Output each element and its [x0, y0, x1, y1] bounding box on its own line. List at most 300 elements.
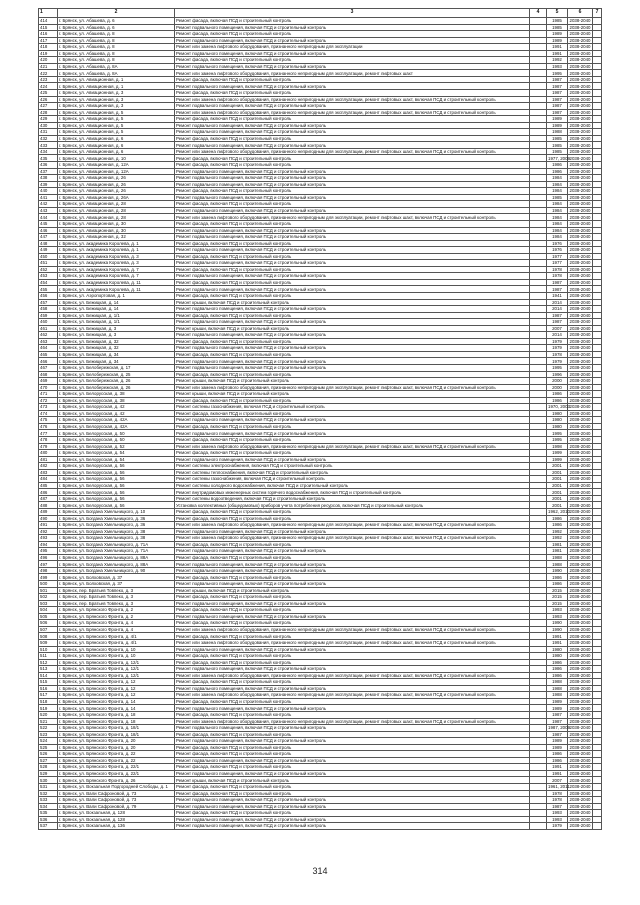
row-number: 510 — [39, 646, 58, 653]
row-number: 463 — [39, 338, 58, 345]
year-cell: 1986 — [547, 751, 568, 758]
period-cell: 2038-2040 — [569, 744, 591, 750]
address-cell: г. Брянск, ул. Брянского Фронта, д. 4 — [58, 620, 175, 627]
work-type-cell: Ремонт или замена лифтового оборудования, признанного непригодным для эксплуатации, ремонт лифтовых шахт, включая ПСД и строительный контроль — [175, 96, 530, 103]
address-cell: г. Брянск, ул. Богдана Хмельницкого, д. 71А — [58, 541, 175, 548]
row-number: 469 — [39, 378, 58, 385]
year-cell: 2001 — [547, 495, 568, 502]
period-cell: 2038-2040 — [569, 469, 591, 475]
period-cell: 2038-2040 — [569, 522, 591, 528]
work-type-cell: Ремонт подвального помещения, включая ПСД и строительный контроль — [175, 260, 530, 267]
address-cell: г. Брянск, ул. Брянского Фронта, д. 12/1 — [58, 666, 175, 673]
period-cell: 2038-2040 — [569, 600, 591, 606]
period-cell: 2038-2040 — [569, 371, 591, 377]
period-cell: 2038-2040 — [569, 679, 591, 685]
period-cell: 2038-2040 — [569, 489, 591, 495]
row-number: 520 — [39, 711, 58, 718]
address-cell: г. Брянск, ул. Абашева, д. 6 — [58, 24, 175, 31]
address-cell: г. Брянск, ул. Брянского Фронта, д. 2 — [58, 607, 175, 614]
row-number: 433 — [39, 142, 58, 149]
period-cell: 2038-2040 — [569, 31, 591, 37]
row-number: 494 — [39, 541, 58, 548]
work-type-cell: Ремонт подвального помещения, включая ПСД и строительный контроль — [175, 725, 530, 732]
period-cell: 2038-2040 — [569, 162, 591, 168]
work-type-cell: Ремонт фасада, включая ПСД и строительный контроль — [175, 31, 530, 38]
address-cell: г. Брянск, ул. Авиационная, д. 6 — [58, 148, 175, 155]
empty-cell — [593, 823, 602, 830]
period-cell: 2038-2040 — [569, 633, 591, 639]
year-cell: 1989 — [547, 31, 568, 38]
period-cell: 2038-2040 — [569, 109, 591, 115]
work-type-cell: Ремонт подвального помещения, включая ПСД и строительный контроль — [175, 417, 530, 424]
work-type-cell: Ремонт фасада, включая ПСД и строительный контроль — [175, 653, 530, 660]
address-cell: г. Брянск, ул. Белорусская, д. 56 — [58, 463, 175, 470]
year-cell: 1993 — [547, 613, 568, 620]
period-cell: 2038-2040 — [569, 620, 591, 626]
row-number: 530 — [39, 777, 58, 784]
period-cell: 2038-2040 — [569, 358, 591, 364]
period-cell: 2038-2040 — [569, 515, 591, 521]
row-number: 534 — [39, 803, 58, 810]
period-cell: 2038-2040 — [569, 685, 591, 691]
year-cell: 1984 — [547, 201, 568, 208]
period-cell: 2038-2040 — [569, 404, 591, 410]
year-cell: 2001 — [547, 463, 568, 470]
work-type-cell: Установка коллективных (общедомовых) приборов учета потребления ресурсов, включая ПСД и строительный контроль — [175, 502, 530, 509]
address-cell: г. Брянск, ул. Белорусская, д. 56 — [58, 489, 175, 496]
period-cell: 2038-2040 — [569, 240, 591, 246]
period-cell: 2038-2040 — [569, 803, 591, 809]
address-cell: г. Брянск, ул. Брянского Фронта, д. 10 — [58, 646, 175, 653]
year-cell: 1961, 2011 — [548, 784, 570, 790]
address-cell: г. Брянск, ул. Белобережская, д. 26 — [58, 384, 175, 391]
year-cell: 1986 — [547, 397, 568, 404]
year-cell: 2014 — [547, 299, 568, 306]
period-cell: 2038-2040 — [569, 319, 591, 325]
year-cell: 1992 — [547, 535, 568, 542]
address-cell: г. Брянск, ул. Бежицкая, д. 1/1 — [58, 319, 175, 326]
work-type-cell: Ремонт фасада, включая ПСД и строительный контроль — [175, 450, 530, 457]
year-cell: 1995 — [547, 430, 568, 437]
period-cell: 2038-2040 — [569, 70, 591, 76]
document-sheet — [38, 8, 599, 830]
row-number: 503 — [39, 600, 58, 607]
address-cell: г. Брянск, ул. Вокзальная Подгородней Слободы, д. 1 — [58, 783, 175, 790]
address-cell: г. Брянск, ул. Вокзальная, д. 136 — [58, 823, 175, 830]
row-number: 440 — [39, 188, 58, 195]
work-type-cell: Ремонт подвального помещения, включая ПСД и строительный контроль — [175, 358, 530, 365]
period-cell: 2038-2040 — [569, 666, 591, 672]
work-type-cell: Ремонт крыши, включая ПСД и строительный контроль — [175, 299, 530, 306]
work-type-cell: Ремонт или замена лифтового оборудования, признанного непригодным для эксплуатации, ремонт лифтовых шахт, включая ПСД и строительный контроль — [175, 692, 530, 699]
year-cell: 1992 — [547, 528, 568, 535]
year-cell: 1979 — [547, 823, 568, 830]
address-cell: г. Брянск, ул. Авиационная, д. 26 — [58, 175, 175, 182]
row-number: 505 — [39, 613, 58, 620]
period-cell: 2038-2040 — [569, 699, 591, 704]
work-type-cell: Ремонт подвального помещения, включая ПСД и строительный контроль — [175, 234, 530, 241]
work-type-cell: Ремонт фасада, включая ПСД и строительный контроль — [175, 541, 530, 548]
period-cell: 2038-2040 — [569, 260, 591, 266]
address-cell: г. Брянск, ул. Брянского Фронта, д. 4/1 — [58, 633, 175, 640]
work-type-cell: Ремонт фасада, включая ПСД и строительный контроль — [175, 744, 530, 751]
address-cell: г. Брянск, ул. Абашева, д. 8 — [58, 31, 175, 38]
row-number: 500 — [39, 581, 58, 588]
period-cell: 2038-2040 — [569, 757, 591, 763]
work-type-cell: Ремонт фасада, включая ПСД и строительный контроль — [175, 574, 530, 581]
work-type-cell: Ремонт фасада, включая ПСД и строительный контроль — [175, 292, 530, 299]
year-cell: 1992 — [547, 57, 568, 64]
address-cell: г. Брянск, ул. Белобережская, д. 25 — [58, 371, 175, 378]
address-cell: г. Брянск, ул. Белорусская, д. 56 — [58, 476, 175, 483]
year-cell: 1987 — [547, 109, 568, 116]
year-cell: 1977, 2009 — [548, 155, 570, 161]
address-cell: г. Брянск, ул. Авиационная, д. 6 — [58, 135, 175, 142]
period-cell: 2038-2040 — [569, 692, 591, 698]
address-cell: г. Брянск, ул. Белорусская, д. 52 — [58, 443, 175, 450]
address-cell: г. Брянск, ул. Абашева, д. 8А — [58, 70, 175, 77]
year-cell: 1988 — [547, 554, 568, 561]
work-type-cell: Ремонт или замена лифтового оборудования, признанного непригодным для эксплуатации, ремонт лифтовых шахт, включая ПСД и строительный контроль — [175, 535, 530, 542]
row-number: 437 — [39, 168, 58, 175]
work-type-cell: Ремонт подвального помещения, включая ПСД и строительный контроль — [175, 685, 530, 692]
period-cell: 2038-2040 — [569, 266, 591, 272]
year-cell: 1978 — [547, 273, 568, 280]
address-cell: г. Брянск, ул. Брянского Фронта, д. 12 — [58, 692, 175, 699]
year-cell: 1984 — [547, 181, 568, 188]
row-number: 466 — [39, 358, 58, 365]
period-cell: 2038-2040 — [569, 247, 591, 253]
period-cell: 2038-2040 — [569, 659, 591, 665]
row-number: 426 — [39, 96, 58, 103]
address-cell: г. Брянск, ул. Брянского Фронта, д. 12/1 — [58, 672, 175, 679]
work-type-cell: Ремонт подвального помещения, включая ПСД и строительный контроль — [175, 613, 530, 620]
year-cell: 1987 — [547, 312, 568, 319]
year-cell: 1985 — [547, 142, 568, 149]
work-type-cell: Ремонт или замена лифтового оборудования, признанного непригодным для эксплуатации, ремонт лифтовых шахт, включая ПСД и строительный контроль — [175, 109, 530, 116]
row-number: 470 — [39, 384, 58, 391]
year-cell: 1977 — [547, 260, 568, 267]
period-cell: 2038-2040 — [569, 214, 591, 220]
period-cell: 2038-2040 — [569, 221, 591, 227]
row-number: 417 — [39, 37, 58, 44]
address-cell: г. Брянск, ул. Авиационная, д. 1 — [58, 76, 175, 83]
period-cell: 2038-2040 — [569, 391, 591, 397]
row-number: 476 — [39, 423, 58, 430]
address-cell: г. Брянск, пер. Братьев Товпеко, д. 3 — [58, 587, 175, 594]
work-type-cell: Ремонт фасада, включая ПСД и строительный контроль — [175, 607, 530, 614]
work-type-cell: Ремонт подвального помещения, включая ПСД и строительный контроль — [175, 286, 530, 293]
address-cell: г. Брянск, ул. Авиационная, д. 28 — [58, 207, 175, 214]
work-type-cell: Ремонт подвального помещения, включая ПСД и строительный контроль — [175, 600, 530, 607]
work-type-cell: Ремонт или замена лифтового оборудования, признанного непригодным для эксплуатации, ремонт лифтовых шахт, включая ПСД и строительный контроль — [175, 718, 530, 725]
address-cell: г. Брянск, ул. Авиационная, д. 12А — [58, 168, 175, 175]
period-cell: 2038-2040 — [569, 50, 591, 56]
work-type-cell: Ремонт подвального помещения, включая ПСД и строительный контроль — [175, 168, 530, 175]
year-cell: 1987 — [547, 96, 568, 103]
year-cell: 1978 — [547, 351, 568, 358]
address-cell: г. Брянск, ул. Богдана Хмельницкого, д. 90 — [58, 567, 175, 574]
address-cell: г. Брянск, ул. Бежицкая, д. 1/1 — [58, 312, 175, 319]
column-header-6: 6 — [568, 9, 593, 18]
work-type-cell: Ремонт или замена лифтового оборудования, признанного непригодным для эксплуатации, ремонт лифтовых шахт, включая ПСД и строительный контроль — [175, 443, 530, 450]
address-cell: г. Брянск, ул. Авиационная, д. 32 — [58, 234, 175, 241]
period-cell: 2038-2040 — [569, 607, 591, 613]
column-header-7: 7 — [593, 9, 602, 18]
period-cell: 2038-2040 — [569, 725, 591, 731]
work-type-cell: Ремонт подвального помещения, включая ПСД и строительный контроль — [175, 816, 530, 823]
work-type-cell: Ремонт фасада, включая ПСД и строительный контроль — [175, 351, 530, 358]
year-cell: 1989 — [547, 698, 568, 705]
work-type-cell: Ремонт фасада, включая ПСД и строительный контроль — [175, 116, 530, 123]
row-number: 427 — [39, 103, 58, 110]
address-cell: г. Брянск, ул. Бежицкая, д. 14 — [58, 299, 175, 306]
address-cell: г. Брянск, ул. академика Королева, д. 7 — [58, 266, 175, 273]
address-cell: г. Брянск, ул. Богдана Хмельницкого, д. 88А — [58, 561, 175, 568]
work-type-cell: Ремонт фасада, включая ПСД и строительный контроль — [175, 18, 530, 25]
work-type-cell: Ремонт подвального помещения, включая ПСД и строительный контроль — [175, 63, 530, 70]
work-type-cell: Ремонт фасада, включая ПСД и строительный контроль — [175, 620, 530, 627]
year-cell: 1988 — [547, 679, 568, 686]
address-cell: г. Брянск, ул. Вали Сафроновой, д. 73 — [58, 790, 175, 797]
address-cell: г. Брянск, ул. Белорусская, д. 54 — [58, 456, 175, 463]
row-number: 429 — [39, 116, 58, 123]
work-type-cell: Ремонт подвального помещения, включая ПСД и строительный контроль — [175, 770, 530, 777]
work-type-cell: Ремонт крыши, включая ПСД и строительный контроль — [175, 391, 530, 398]
row-number: 487 — [39, 495, 58, 502]
year-cell: 1989 — [547, 122, 568, 129]
row-number: 485 — [39, 482, 58, 489]
work-type-cell: Ремонт системы теплоснабжения, включая ПСД и строительный контроль — [175, 469, 530, 476]
row-number: 425 — [39, 90, 58, 97]
row-number: 472 — [39, 397, 58, 404]
address-cell: г. Брянск, ул. Авиационная, д. 1 — [58, 83, 175, 90]
period-cell: 2038-2040 — [569, 626, 591, 632]
row-number: 508 — [39, 633, 58, 640]
work-type-cell: Ремонт подвального помещения, включая ПСД и строительный контроль — [175, 103, 530, 110]
empty-cell — [530, 823, 547, 830]
work-type-cell: Ремонт или замена лифтового оборудования, признанного непригодным для эксплуатации — [175, 44, 530, 51]
period-cell: 2038-2040 — [569, 790, 591, 796]
work-type-cell: Ремонт системы водоотведения, включая ПСД и строительный контроль — [175, 495, 530, 502]
address-cell: г. Брянск, ул. академика Королева, д. 11 — [58, 286, 175, 293]
row-number: 448 — [39, 240, 58, 247]
period-cell: 2038-2040 — [569, 823, 591, 829]
work-type-cell: Ремонт фасада, включая ПСД и строительный контроль — [175, 423, 530, 430]
year-cell: 1985 — [547, 24, 568, 31]
row-number: 445 — [39, 220, 58, 227]
year-cell: 1984 — [547, 227, 568, 234]
period-cell: 2038-2040 — [569, 280, 591, 285]
row-number: 489 — [39, 509, 58, 516]
address-cell: г. Брянск, ул. Брянского Фронта, д. 22/1 — [58, 770, 175, 777]
address-cell: г. Брянск, ул. Брянского Фронта, д. 18/1 — [58, 725, 175, 732]
year-cell: 1986 — [547, 574, 568, 581]
work-type-cell: Ремонт подвального помещения, включая ПСД и строительный контроль — [175, 194, 530, 201]
address-cell: г. Брянск, ул. Белорусская, д. 56 — [58, 482, 175, 489]
year-cell: 1986 — [547, 581, 568, 588]
address-cell: г. Брянск, ул. Брянского Фронта, д. 20 — [58, 744, 175, 751]
row-number: 455 — [39, 286, 58, 293]
period-cell: 2038-2040 — [569, 594, 591, 600]
row-number: 536 — [39, 816, 58, 823]
address-cell: г. Брянск, ул. Авиационная, д. 28 — [58, 214, 175, 221]
period-cell: 2038-2040 — [569, 155, 591, 161]
row-number: 424 — [39, 83, 58, 90]
address-cell: г. Брянск, ул. Авиационная, д. 5 — [58, 122, 175, 129]
address-cell: г. Брянск, ул. Вали Сафроновой, д. 79 — [58, 803, 175, 810]
address-cell: г. Брянск, ул. академика Королева, д. 3 — [58, 253, 175, 260]
address-cell: г. Брянск, ул. Брянского Фронта, д. 22 — [58, 751, 175, 758]
address-cell: г. Брянск, ул. Бежицкая, д. 32 — [58, 338, 175, 345]
period-cell: 2038-2040 — [569, 816, 591, 822]
year-cell: 1987, 2009 — [548, 725, 570, 731]
period-cell: 2038-2040 — [569, 712, 591, 718]
column-header-3: 3 — [175, 9, 530, 18]
period-cell: 2038-2040 — [569, 548, 591, 554]
work-type-cell: Ремонт фасада, включая ПСД и строительный контроль — [175, 810, 530, 817]
address-cell: г. Брянск, ул. Белорусская, д. 56 — [58, 495, 175, 502]
address-cell: г. Брянск, ул. Богдана Хмельницкого, д. 88А — [58, 554, 175, 561]
address-cell: г. Брянск, ул. Абашева, д. 8 — [58, 50, 175, 57]
period-cell: 2038-2040 — [569, 541, 591, 547]
row-number: 460 — [39, 319, 58, 326]
year-cell: 1987 — [547, 803, 568, 810]
address-cell: г. Брянск, ул. Брянского Фронта, д. 22/1 — [58, 764, 175, 771]
row-number: 527 — [39, 757, 58, 764]
year-cell: 1996 — [547, 371, 568, 378]
work-type-cell: Ремонт подвального помещения, включая ПСД и строительный контроль — [175, 666, 530, 673]
row-number: 420 — [39, 57, 58, 64]
period-cell: 2038-2040 — [569, 496, 591, 502]
year-cell: 1979 — [547, 358, 568, 365]
period-cell: 2038-2040 — [569, 149, 591, 155]
year-cell: 1987 — [547, 711, 568, 718]
address-cell: г. Брянск, ул. Авиационная, д. 26 — [58, 188, 175, 195]
period-cell: 2038-2040 — [569, 613, 591, 619]
row-number: 518 — [39, 698, 58, 705]
work-type-cell: Ремонт фасада, включая ПСД и строительный контроль — [175, 397, 530, 404]
year-cell: 2001 — [547, 482, 568, 489]
year-cell: 1987 — [547, 83, 568, 90]
work-type-cell: Ремонт подвального помещения, включая ПСД и строительный контроль — [175, 319, 530, 326]
row-number: 449 — [39, 247, 58, 254]
work-type-cell: Ремонт внутридомовых инженерных систем горячего водоснабжения, включая ПСД и строительный контроль — [175, 489, 530, 496]
period-cell: 2038-2040 — [569, 509, 591, 515]
period-cell: 2038-2040 — [569, 777, 591, 783]
address-cell: г. Брянск, ул. Абашева, д. 8 — [58, 44, 175, 51]
work-type-cell: Ремонт подвального помещения, включая ПСД и строительный контроль — [175, 803, 530, 810]
row-number: 513 — [39, 666, 58, 673]
work-type-cell: Ремонт подвального помещения, включая ПСД и строительный контроль — [175, 567, 530, 574]
row-number: 474 — [39, 410, 58, 417]
address-cell: г. Брянск, ул. Бежицкая, д. 3 — [58, 332, 175, 339]
period-cell: 2038-2040 — [569, 207, 591, 213]
year-cell: 1978 — [547, 790, 568, 797]
row-number: 499 — [39, 574, 58, 581]
address-cell: г. Брянск, ул. Абашева, д. 8А — [58, 63, 175, 70]
address-cell: г. Брянск, ул. Брянского Фронта, д. 2 — [58, 613, 175, 620]
row-number: 495 — [39, 548, 58, 555]
row-number: 454 — [39, 279, 58, 286]
period-cell: 2038-2040 — [569, 456, 591, 462]
year-cell: 1984 — [547, 175, 568, 182]
year-cell: 1999 — [547, 450, 568, 457]
period-cell: 2038-2040 — [569, 142, 591, 148]
year-cell: 1991 — [547, 764, 568, 771]
address-cell: г. Брянск, ул. Брянского Фронта, д. 14 — [58, 705, 175, 712]
period-cell: 2038-2040 — [569, 587, 591, 593]
address-cell: г. Брянск, ул. Брянского Фронта, д. 18 — [58, 718, 175, 725]
table-body — [39, 18, 602, 830]
address-cell: г. Брянск, ул. Болховская, д. 37 — [58, 574, 175, 581]
year-cell: 1979 — [547, 345, 568, 352]
period-cell: 2038-2040 — [569, 738, 591, 744]
period-cell: 2038-2040 — [569, 365, 591, 371]
period-cell: 2038-2040 — [569, 771, 591, 777]
period-cell: 2038-2040 — [569, 24, 591, 30]
work-type-cell: Ремонт фасада, включая ПСД и строительный контроль — [175, 659, 530, 666]
work-type-cell: Ремонт крыши, включая ПСД и строительный контроль — [175, 587, 530, 594]
row-number: 528 — [39, 764, 58, 771]
period-cell: 2038-2040 — [569, 751, 591, 757]
work-type-cell: Ремонт подвального помещения, включая ПСД и строительный контроль — [175, 456, 530, 463]
year-cell: 1941 — [547, 292, 568, 299]
year-cell: 1990 — [547, 620, 568, 627]
year-cell: 1984 — [547, 188, 568, 195]
row-number: 430 — [39, 122, 58, 129]
row-number: 481 — [39, 456, 58, 463]
year-cell: 1978 — [547, 797, 568, 804]
work-type-cell: Ремонт подвального помещения, включая ПСД и строительный контроль — [175, 646, 530, 653]
address-cell: г. Брянск, ул. Авиационная, д. 6 — [58, 142, 175, 149]
address-cell: г. Брянск, ул. Авиационная, д. 3 — [58, 103, 175, 110]
work-type-cell: Ремонт фасада, включая ПСД и строительный контроль — [175, 790, 530, 797]
period-cell: 2038-2040 — [569, 181, 591, 187]
year-cell: 1991 — [547, 44, 568, 51]
row-number: 442 — [39, 201, 58, 208]
year-cell: 1962, 2010 — [548, 509, 570, 515]
period-cell: 2038-2040 — [569, 554, 591, 560]
work-type-cell: Ремонт фасада, включая ПСД и строительный контроль — [175, 783, 530, 790]
row-number: 436 — [39, 162, 58, 169]
column-header-2: 2 — [58, 9, 175, 18]
period-cell: 2038-2040 — [569, 227, 591, 233]
row-number: 478 — [39, 437, 58, 444]
row-number: 458 — [39, 306, 58, 313]
year-cell: 1995 — [547, 364, 568, 371]
work-type-cell: Ремонт подвального помещения, включая ПСД и строительный контроль — [175, 24, 530, 31]
row-number: 432 — [39, 135, 58, 142]
address-cell: г. Брянск, ул. Авиационная, д. 5 — [58, 109, 175, 116]
year-cell: 1990 — [547, 626, 568, 633]
period-cell: 2038-2040 — [569, 234, 591, 240]
year-cell: 1977 — [547, 253, 568, 260]
year-cell: 2007 — [547, 777, 568, 784]
row-number: 535 — [39, 810, 58, 817]
period-cell: 2038-2040 — [569, 797, 591, 803]
row-number: 521 — [39, 718, 58, 725]
row-number: 438 — [39, 175, 58, 182]
address-cell: г. Брянск, ул. Абашева, д. 8 — [58, 37, 175, 44]
row-number: 468 — [39, 371, 58, 378]
year-cell: 2014 — [547, 332, 568, 339]
year-cell: 2000 — [547, 384, 568, 391]
work-type-cell: Ремонт подвального помещения, включая ПСД и строительный контроль — [175, 823, 530, 830]
address-cell: г. Брянск, ул. академика Королева, д. 1 — [58, 247, 175, 254]
year-cell: 1986 — [547, 757, 568, 764]
year-cell: 1995 — [547, 437, 568, 444]
